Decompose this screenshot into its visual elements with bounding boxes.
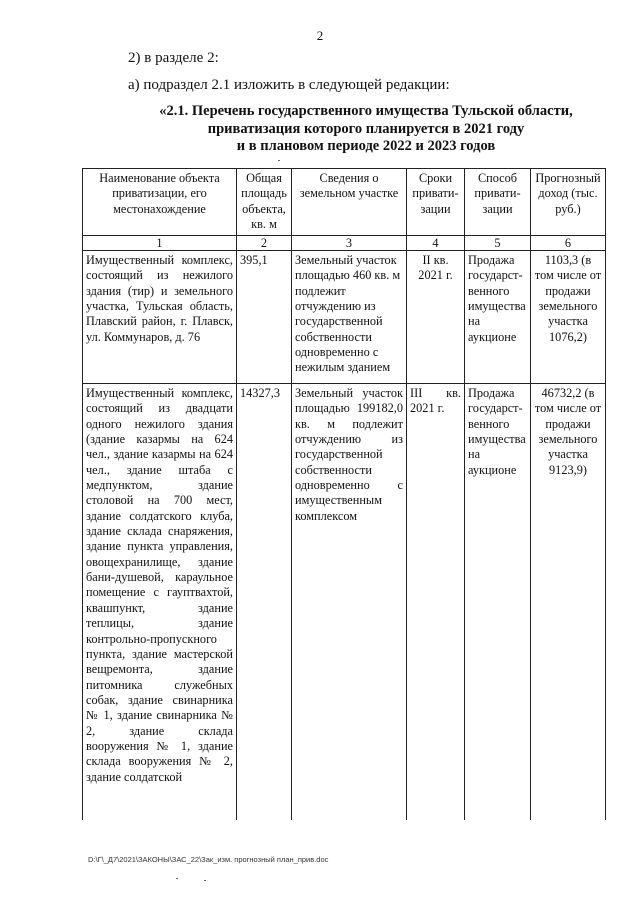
column-number: 2 (237, 236, 292, 251)
cell-object-name: Имущественный комплекс, состоящий из двадцати одного нежилого здания (здание казармы на 624 чел., здание казармы на 624 чел., здание штаба с медпунктом, здание столовой на 700 мест, здание солдатского клуба, здание склада снаряжения, здание пункта управления, овощехранилище, здание бани-душевой, караульное помещение с гауптвахтой, квашпункт, здание теплицы, здание контрольно-пропускного пункта, здание мастерской вещремонта, здание питомника служебных собак, здание свинарника № 1, здание свинарника № 2, здание склада вооружения № 1, здание склада вооружения № 2, здание солдатской (83, 384, 237, 821)
header-land-info: Сведения о земельном участке (292, 169, 407, 236)
cell-land-info: Земельный участок площадью 460 кв. м подлежит отчуждению из государственной собственности одновременно с нежилым зданием (292, 251, 407, 384)
column-number: 5 (465, 236, 531, 251)
scan-speck (204, 880, 206, 881)
cell-income: 1103,3 (в том числе от продажи земельного участка 1076,2) (531, 251, 606, 384)
cell-area: 395,1 (237, 251, 292, 384)
cell-method: Продажа государст-венного имущества на аукционе (465, 384, 531, 821)
column-number: 3 (292, 236, 407, 251)
cell-term: III кв. 2021 г. (407, 384, 465, 821)
table-header-row (83, 169, 606, 236)
header-term: Сроки привати-зации (407, 169, 465, 236)
header-object-name: Наименование объекта приватизации, его местонахождение (83, 169, 237, 236)
title-line-3: и в плановом периоде 2022 и 2023 годов (236, 138, 496, 154)
document-title (86, 103, 640, 156)
cell-land-info: Земельный участок площадью 199182,0 кв. м подлежит отчуждению из государственной собственности одновременно с имущественным комплексом (292, 384, 407, 821)
title-line-1: «2.1. Перечень государственного имущества Тульской области, (159, 103, 573, 119)
column-number: 1 (83, 236, 237, 251)
cell-object-name: Имущественный комплекс, состоящий из нежилого здания (тир) и земельного участка, Тульская область, Плавский район, г. Плавск, ул. Коммунаров, д. 76 (83, 251, 237, 384)
table-row (83, 251, 606, 384)
cell-area: 14327,3 (237, 384, 292, 821)
table-row (83, 384, 606, 821)
section-line: 2) в разделе 2: (128, 50, 219, 66)
column-number: 4 (407, 236, 465, 251)
footer-file-path: D:\Г\_Д7\2021\ЗАКОНЫ\ЗАС_22\Зак_изм. прогнозный план_прив.doc (88, 855, 329, 864)
column-number: 6 (531, 236, 606, 251)
header-method: Способ привати-зации (465, 169, 531, 236)
header-income: Прогнозный доход (тыс. руб.) (531, 169, 606, 236)
cell-method: Продажа государст-венного имущества на аукционе (465, 251, 531, 384)
cell-income: 46732,2 (в том числе от продажи земельного участка 9123,9) (531, 384, 606, 821)
page-number: 2 (316, 28, 324, 43)
privatization-table (82, 168, 606, 820)
header-area: Общая площадь объекта, кв. м (237, 169, 292, 236)
title-line-2: приватизация которого планируется в 2021 году (207, 120, 525, 137)
cell-term: II кв. 2021 г. (407, 251, 465, 384)
subsection-line: а) подраздел 2.1 изложить в следующей редакции: (128, 77, 450, 93)
scan-speck (278, 160, 280, 161)
column-number-row (83, 236, 606, 251)
scan-speck (176, 878, 178, 879)
